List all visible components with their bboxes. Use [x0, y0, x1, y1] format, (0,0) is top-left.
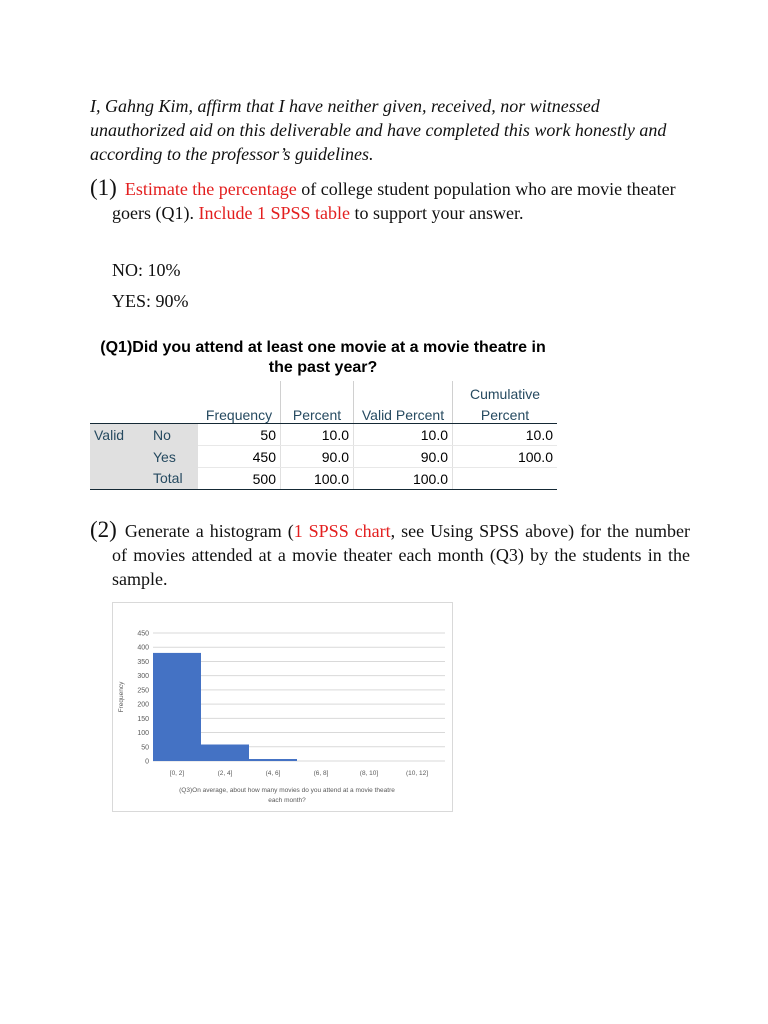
- table-row: [90, 424, 557, 446]
- question-2: [90, 518, 690, 591]
- y-tick-label: 100: [137, 730, 149, 738]
- answer-yes: YES: 90%: [112, 291, 189, 311]
- x-tick-label: (4, 6]: [265, 770, 281, 777]
- y-tick-label: 300: [137, 673, 149, 681]
- cell-cumulative: 100.0: [453, 446, 558, 468]
- table-row: [90, 468, 557, 490]
- y-tick-label: 450: [137, 630, 149, 638]
- row-group-label: Valid: [90, 424, 145, 446]
- x-tick-label: (2, 4]: [217, 770, 233, 777]
- row-label: Yes: [145, 446, 198, 468]
- header-frequency: Frequency: [198, 402, 281, 424]
- question-2-number: (2): [90, 517, 117, 542]
- histogram-bar: [249, 759, 297, 761]
- spss-table-title: (Q1)Did you attend at least one movie at a movie theatre in the past year?: [100, 339, 546, 376]
- affirmation-statement: I, Gahng Kim, affirm that I have neither given, received, nor witnessed unauthorized aid on this deliverable and have completed this work honestly and according to the professor’s guidelines.: [90, 96, 667, 164]
- histogram-svg: [113, 603, 452, 811]
- histogram-chart: [112, 602, 453, 812]
- table-row: [90, 446, 557, 468]
- y-tick-label: 50: [141, 744, 149, 752]
- answer-no: NO: 10%: [112, 260, 181, 280]
- header-percent: Percent: [281, 402, 354, 424]
- x-tick-label: (8, 10]: [359, 770, 379, 777]
- x-axis-label-line2: each month?: [268, 797, 306, 804]
- q1-highlight-table: Include 1 SPSS table: [198, 203, 350, 223]
- y-tick-label: 250: [137, 687, 149, 695]
- cell-frequency: 500: [198, 468, 281, 490]
- cell-valid-percent: 90.0: [354, 446, 453, 468]
- cell-frequency: 50: [198, 424, 281, 446]
- header-cumulative-line1: Cumulative: [469, 386, 541, 402]
- cell-frequency: 450: [198, 446, 281, 468]
- spss-frequency-table: [90, 381, 557, 490]
- y-tick-label: 0: [145, 758, 149, 766]
- q1-highlight-estimate: Estimate the percentage: [124, 179, 297, 199]
- y-tick-label: 400: [137, 644, 149, 652]
- q1-text-part2: to support your answer.: [349, 203, 524, 223]
- cell-valid-percent: 100.0: [354, 468, 453, 490]
- header-cumulative-line2: Percent: [453, 402, 558, 424]
- cell-cumulative: 10.0: [453, 424, 558, 446]
- cell-valid-percent: 10.0: [354, 424, 453, 446]
- histogram-bar: [201, 745, 249, 761]
- header-valid-percent: Valid Percent: [354, 402, 453, 424]
- question-1: [90, 176, 690, 225]
- x-axis-label-line1: (Q3)On average, about how many movies do you attend at a movie theatre: [179, 787, 395, 794]
- cell-percent: 10.0: [281, 424, 354, 446]
- q2-text-part2: , see Using SPSS above) for the number of movies attended at a movie theater each month (Q3) by the students in the sample.: [112, 521, 690, 589]
- q2-text-part1: Generate a histogram (: [124, 521, 294, 541]
- cell-percent: 90.0: [281, 446, 354, 468]
- cell-percent: 100.0: [281, 468, 354, 490]
- x-tick-label: (10, 12]: [405, 770, 429, 777]
- row-label: Total: [145, 468, 198, 490]
- row-label: No: [145, 424, 198, 446]
- q2-highlight-chart: 1 SPSS chart: [293, 521, 391, 541]
- x-tick-label: (6, 8]: [313, 770, 329, 777]
- y-tick-label: 200: [137, 701, 149, 709]
- cell-cumulative: [453, 468, 558, 490]
- y-tick-label: 350: [137, 658, 149, 666]
- question-1-number: (1): [90, 175, 117, 200]
- x-tick-label: [0, 2]: [169, 770, 185, 777]
- q1-text-part1: of college student population who are movie theater goers (Q1).: [112, 179, 676, 223]
- y-axis-label: Frequency: [118, 681, 125, 713]
- histogram-bar: [153, 653, 201, 761]
- y-tick-label: 150: [137, 715, 149, 723]
